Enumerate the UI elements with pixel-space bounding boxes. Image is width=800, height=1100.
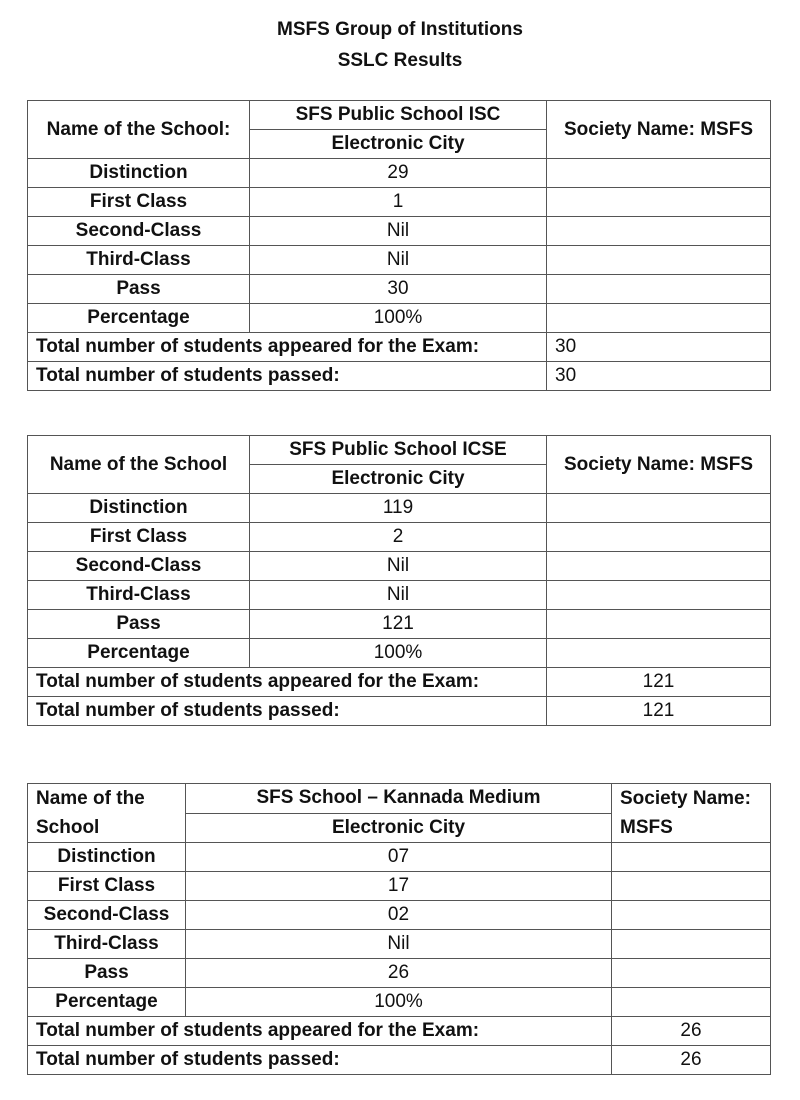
table-row: [28, 523, 771, 552]
empty-cell: [612, 959, 771, 988]
table-row: [28, 217, 771, 246]
result-category-value: 2: [250, 523, 547, 552]
empty-cell: [547, 246, 771, 275]
result-category-value: 29: [250, 159, 547, 188]
total-appeared-row: [28, 333, 771, 362]
total-appeared-value: 26: [612, 1017, 771, 1046]
total-passed-value: 121: [547, 697, 771, 726]
table-row: [28, 901, 771, 930]
result-category-label: Third-Class: [28, 930, 186, 959]
table-row: [28, 610, 771, 639]
society-name: Society Name: MSFS: [612, 784, 771, 843]
school-name-line1: SFS Public School ISC: [250, 101, 547, 130]
result-category-label: Distinction: [28, 843, 186, 872]
result-category-label: Distinction: [28, 494, 250, 523]
total-passed-label: Total number of students passed:: [28, 362, 547, 391]
school-location: Electronic City: [250, 465, 547, 494]
result-category-value: Nil: [250, 581, 547, 610]
school-name-label: Name of the School: [28, 436, 250, 494]
total-passed-row: [28, 362, 771, 391]
result-category-label: Percentage: [28, 639, 250, 668]
table-row: [28, 639, 771, 668]
page-subtitle: SSLC Results: [337, 50, 463, 71]
table-row: [28, 304, 771, 333]
result-category-value: 100%: [250, 639, 547, 668]
table-row: [28, 246, 771, 275]
school-location: Electronic City: [186, 813, 612, 843]
result-category-label: First Class: [28, 188, 250, 217]
result-category-value: Nil: [250, 246, 547, 275]
school-name-line1: SFS Public School ICSE: [250, 436, 547, 465]
table-row: [28, 494, 771, 523]
result-category-value: 02: [186, 901, 612, 930]
school-location: Electronic City: [250, 130, 547, 159]
result-category-value: Nil: [186, 930, 612, 959]
table-row: [28, 930, 771, 959]
table-header-row: [28, 784, 771, 814]
results-table-icse: [27, 435, 771, 726]
result-category-value: 17: [186, 872, 612, 901]
result-category-label: Pass: [28, 959, 186, 988]
total-passed-label: Total number of students passed:: [28, 697, 547, 726]
total-appeared-row: [28, 668, 771, 697]
result-category-value: 100%: [186, 988, 612, 1017]
table-row: [28, 581, 771, 610]
school-name-label: Name of the School:: [28, 101, 250, 159]
table-row: [28, 872, 771, 901]
result-category-value: 121: [250, 610, 547, 639]
result-category-label: Third-Class: [28, 246, 250, 275]
total-appeared-label: Total number of students appeared for the Exam:: [28, 333, 547, 362]
result-category-value: Nil: [250, 217, 547, 246]
empty-cell: [547, 217, 771, 246]
table-row: [28, 275, 771, 304]
total-appeared-label: Total number of students appeared for the Exam:: [28, 1017, 612, 1046]
total-passed-label: Total number of students passed:: [28, 1046, 612, 1075]
result-category-label: Second-Class: [28, 552, 250, 581]
empty-cell: [547, 159, 771, 188]
school-name-label: Name of the School: [28, 784, 186, 843]
empty-cell: [612, 930, 771, 959]
empty-cell: [547, 188, 771, 217]
result-category-label: Distinction: [28, 159, 250, 188]
page-title: MSFS Group of Institutions: [277, 19, 523, 40]
empty-cell: [612, 872, 771, 901]
table-row: [28, 843, 771, 872]
results-table-isc: [27, 100, 771, 391]
total-passed-row: [28, 1046, 771, 1075]
total-passed-value: 26: [612, 1046, 771, 1075]
result-category-value: Nil: [250, 552, 547, 581]
table-row: [28, 988, 771, 1017]
table-row: [28, 188, 771, 217]
result-category-value: 26: [186, 959, 612, 988]
empty-cell: [547, 494, 771, 523]
result-category-value: 1: [250, 188, 547, 217]
result-category-label: Percentage: [28, 988, 186, 1017]
total-appeared-value: 121: [547, 668, 771, 697]
table-row: [28, 552, 771, 581]
empty-cell: [547, 610, 771, 639]
result-category-label: Percentage: [28, 304, 250, 333]
result-category-label: Third-Class: [28, 581, 250, 610]
empty-cell: [612, 901, 771, 930]
table-header-row: [28, 436, 771, 465]
result-category-value: 119: [250, 494, 547, 523]
result-category-label: Pass: [28, 610, 250, 639]
table-row: [28, 959, 771, 988]
result-category-label: Pass: [28, 275, 250, 304]
result-category-value: 30: [250, 275, 547, 304]
result-category-value: 07: [186, 843, 612, 872]
society-name: Society Name: MSFS: [547, 436, 771, 494]
empty-cell: [547, 581, 771, 610]
empty-cell: [612, 988, 771, 1017]
results-table-kannada: [27, 783, 771, 1075]
total-passed-value: 30: [547, 362, 771, 391]
total-appeared-value: 30: [547, 333, 771, 362]
total-passed-row: [28, 697, 771, 726]
empty-cell: [547, 523, 771, 552]
table-row: [28, 159, 771, 188]
total-appeared-row: [28, 1017, 771, 1046]
result-category-label: First Class: [28, 872, 186, 901]
result-category-label: Second-Class: [28, 217, 250, 246]
table-header-row: [28, 101, 771, 130]
school-name-line1: SFS School – Kannada Medium: [186, 784, 612, 814]
society-name: Society Name: MSFS: [547, 101, 771, 159]
empty-cell: [547, 639, 771, 668]
empty-cell: [612, 843, 771, 872]
result-category-value: 100%: [250, 304, 547, 333]
total-appeared-label: Total number of students appeared for the Exam:: [28, 668, 547, 697]
empty-cell: [547, 304, 771, 333]
result-category-label: Second-Class: [28, 901, 186, 930]
result-category-label: First Class: [28, 523, 250, 552]
empty-cell: [547, 275, 771, 304]
empty-cell: [547, 552, 771, 581]
